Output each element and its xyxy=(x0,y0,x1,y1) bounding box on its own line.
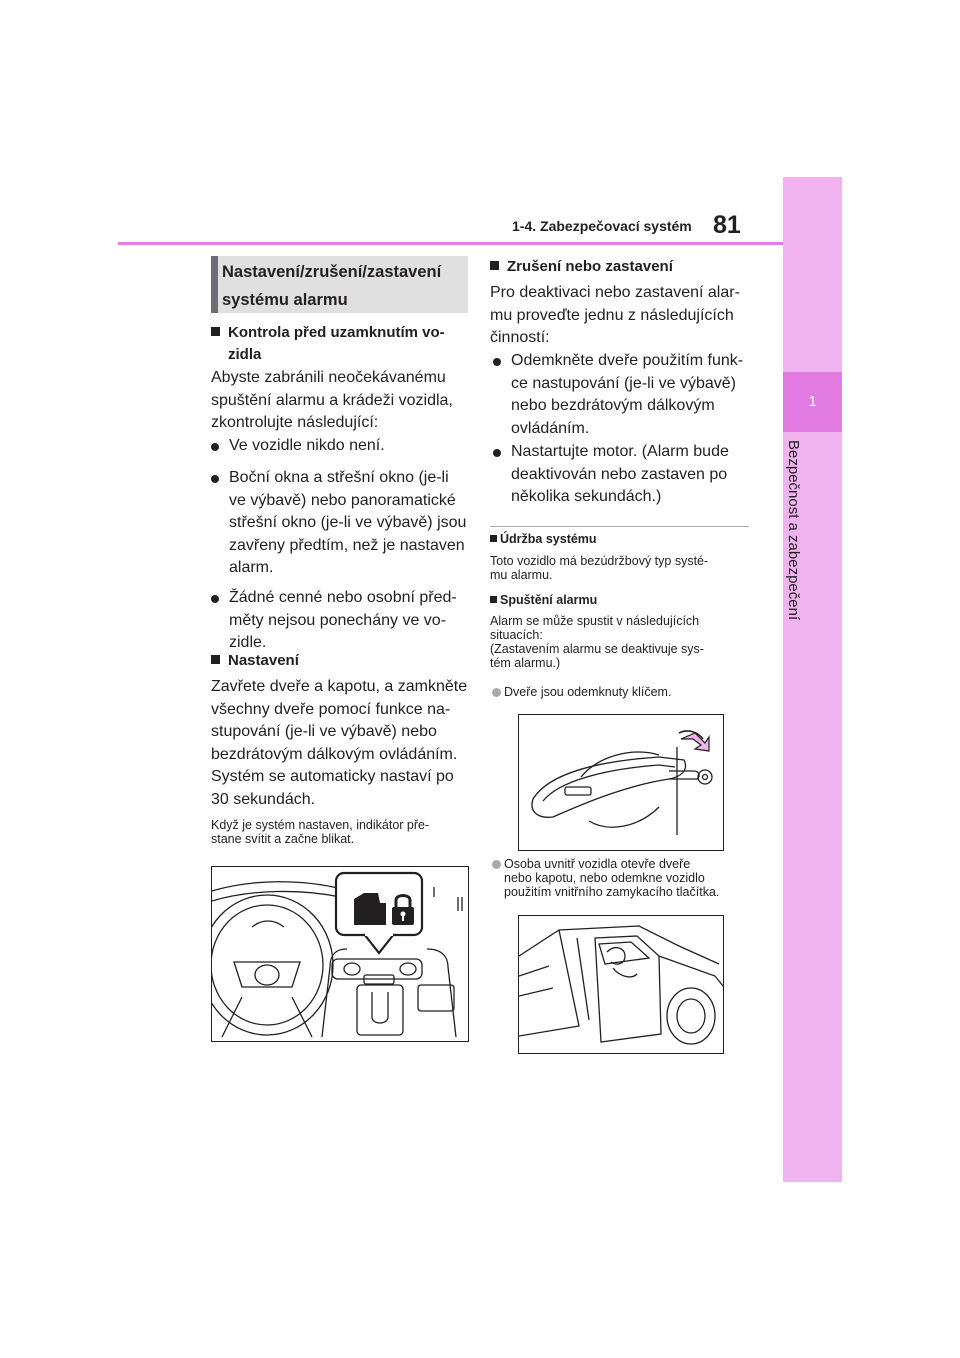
text-line: mu proveďte jednu z následujících xyxy=(490,306,734,324)
text-line: Boční okna a střešní okno (je-li xyxy=(229,469,449,486)
text-line: Systém se automaticky nastaví po xyxy=(211,768,454,785)
text-line: použitím vnitřního zamykacího tlačítka. xyxy=(504,885,720,899)
text-line: tém alarmu.) xyxy=(490,656,561,670)
text-line: bezdrátovým dálkovým ovládáním. xyxy=(211,745,458,763)
divider xyxy=(490,526,749,527)
text-line: několika sekundách.) xyxy=(511,488,662,505)
text-line: Alarm se může spustit v následujících xyxy=(490,614,700,628)
section-title xyxy=(222,258,466,314)
open-door-drawing xyxy=(519,916,723,1053)
square-bullet-icon xyxy=(490,596,497,603)
text-line: Když je systém nastaven, indikátor pře- xyxy=(211,818,430,832)
text-line: Abyste zabránili neočekávanému xyxy=(211,369,446,386)
text-line: situacích: xyxy=(490,628,543,642)
text-line: zidle. xyxy=(229,634,267,651)
chapter-label xyxy=(782,440,806,640)
text-line: ce nastupování (je-li ve výbavě) xyxy=(511,374,736,392)
text-line: alarm. xyxy=(229,559,274,576)
dashboard-drawing xyxy=(212,867,468,1041)
setting-note xyxy=(211,818,429,846)
chapter-label-text: Bezpečnost a zabezpečení xyxy=(785,440,802,621)
check-intro xyxy=(211,367,453,435)
text-line: ovládáním. xyxy=(511,419,590,437)
setting-text xyxy=(211,676,467,811)
section-title-line: systému alarmu xyxy=(222,291,348,309)
text-line: spuštění alarmu a krádeži vozidla, xyxy=(211,391,453,409)
text-line: stupování (je-li ve výbavě) nebo xyxy=(211,723,437,740)
text-line: Dveře jsou odemknuty klíčem. xyxy=(504,685,672,699)
bullet-icon xyxy=(493,358,501,366)
square-bullet-icon xyxy=(211,655,220,664)
trigger-heading xyxy=(490,593,597,607)
cancel-intro xyxy=(490,282,740,350)
text-line: všechny dveře pomocí funkce na- xyxy=(211,700,451,718)
text-line: nebo bezdrátovým dálkovým xyxy=(511,397,715,414)
text-line: ve výbavě) nebo panoramatické xyxy=(229,491,456,509)
side-tab xyxy=(783,177,842,1182)
text-line: 30 sekundách. xyxy=(211,790,316,808)
bullet-icon xyxy=(493,449,501,457)
setting-heading xyxy=(211,650,299,672)
text-line: Osoba uvnitř vozidla otevře dveře xyxy=(504,857,691,871)
page-number: 81 xyxy=(713,211,741,239)
square-bullet-icon xyxy=(490,261,499,270)
door-handle-illustration xyxy=(518,714,724,851)
text-line: stane svítit a začne blikat. xyxy=(211,832,355,846)
trigger-text xyxy=(490,614,704,670)
dashboard-illustration xyxy=(211,866,469,1042)
text-line: Zavřete dveře a kapotu, a zamkněte xyxy=(211,678,468,695)
text-line: Toto vozidlo má bezúdržbový typ systé- xyxy=(490,554,709,568)
trigger-heading-text: Spuštění alarmu xyxy=(500,593,598,607)
square-bullet-icon xyxy=(490,535,497,542)
check-heading xyxy=(211,322,445,366)
callout-bubble xyxy=(336,873,422,953)
text-line: nebo kapotu, nebo odemkne vozidlo xyxy=(504,871,705,885)
open-door-illustration xyxy=(518,915,724,1054)
door-handle-drawing xyxy=(519,715,723,850)
square-bullet-icon xyxy=(211,327,220,336)
text-line: zkontrolujte následující: xyxy=(211,414,379,431)
text-line: Pro deaktivaci nebo zastavení alar- xyxy=(490,284,740,301)
text-line: činností: xyxy=(490,329,550,346)
setting-heading-text: Nastavení xyxy=(228,652,299,669)
text-line: střešní okno (je-li ve výbavě) jsou xyxy=(229,514,467,531)
text-line: zavřeny předtím, než je nastaven xyxy=(229,536,465,554)
cancel-heading-text: Zrušení nebo zastavení xyxy=(507,258,673,275)
text-line: Ve vozidle nikdo není. xyxy=(229,437,385,454)
chapter-number: 1 xyxy=(808,393,817,410)
maintenance-heading xyxy=(490,532,597,546)
header-title: 1-4. Zabezpečovací systém xyxy=(512,218,692,234)
bullet-icon xyxy=(492,688,501,697)
text-line: Nastartujte motor. (Alarm bude xyxy=(511,443,729,460)
text-line: deaktivován nebo zastaven po xyxy=(511,465,728,483)
section-title-line: Nastavení/zrušení/zastavení xyxy=(222,263,442,281)
bullet-icon xyxy=(492,860,501,869)
bullet-icon xyxy=(211,595,219,603)
text-line: Odemkněte dveře použitím funk- xyxy=(511,352,744,369)
maintenance-heading-text: Údržba systému xyxy=(500,532,597,546)
check-heading-line: zidla xyxy=(228,346,262,363)
bullet-icon xyxy=(211,443,219,451)
bullet-icon xyxy=(211,475,219,483)
text-line: (Zastavením alarmu se deaktivuje sys- xyxy=(490,642,704,656)
text-line: mu alarmu. xyxy=(490,568,553,582)
header-rule xyxy=(118,242,783,245)
text-line: měty nejsou ponechány ve vo- xyxy=(229,611,447,629)
text-line: Žádné cenné nebo osobní před- xyxy=(229,589,457,606)
section-title-bar xyxy=(211,256,218,313)
maintenance-text xyxy=(490,554,708,582)
check-heading-line: Kontrola před uzamknutím vo- xyxy=(228,324,445,341)
cancel-heading xyxy=(490,256,673,278)
